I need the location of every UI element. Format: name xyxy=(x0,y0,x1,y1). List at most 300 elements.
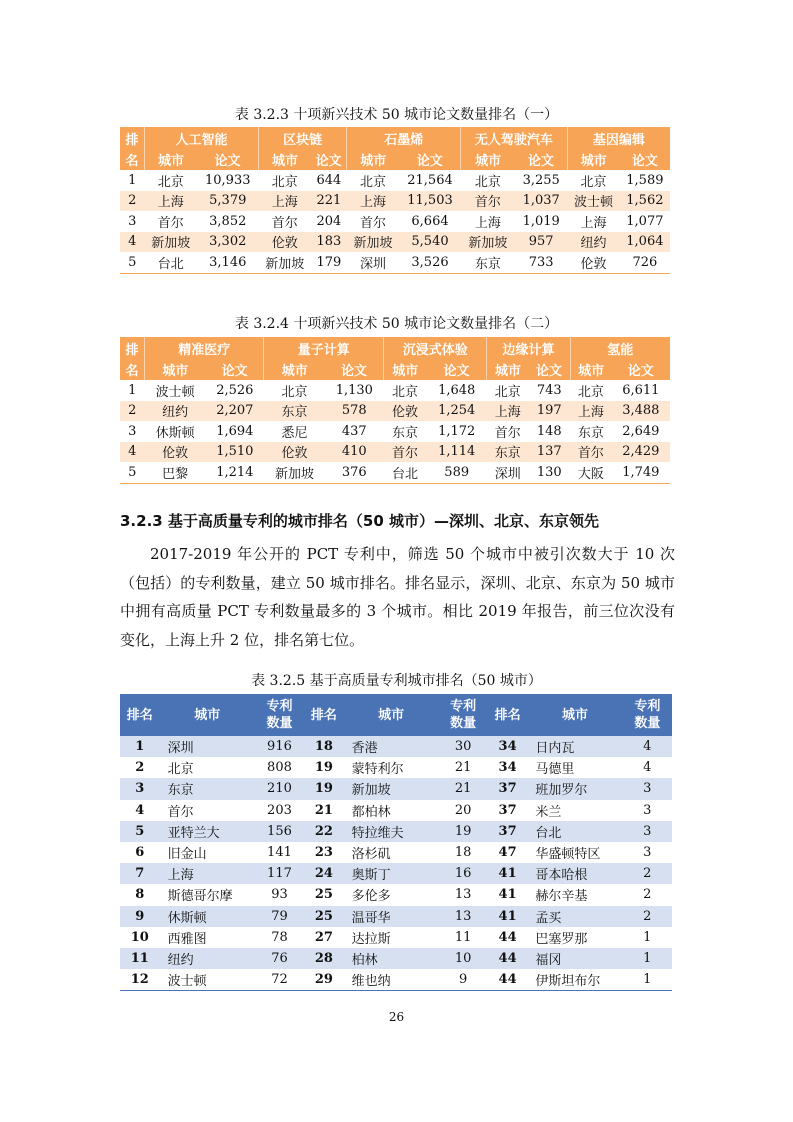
city-cell: 西雅图 xyxy=(167,931,207,947)
city-cell: 休斯顿 xyxy=(155,425,195,441)
patent-count-cell: 30 xyxy=(439,736,488,757)
table-row xyxy=(120,736,672,757)
city-cell: 北京 xyxy=(360,174,387,190)
city-cell: 哥本哈根 xyxy=(527,863,622,884)
patent-count-cell: 4 xyxy=(623,736,672,757)
city-cell: 福冈 xyxy=(527,948,622,969)
city-cell: 柏林 xyxy=(344,948,439,969)
city-cell: 东京 xyxy=(487,442,529,463)
city-cell: 新加坡 xyxy=(344,778,439,799)
rank-cell: 44 xyxy=(488,969,528,991)
city-header: 城市 xyxy=(527,694,622,736)
paper-subheader: 论文 xyxy=(620,149,670,170)
paper-count-cell: 221 xyxy=(311,191,347,212)
paper-count-cell: 1,214 xyxy=(206,462,264,483)
rank-cell: 6 xyxy=(135,845,145,861)
city-subheader: 城市 xyxy=(145,149,198,170)
table1-caption: 表 3.2.3 十项新兴技术 50 城市论文数量排名（一） xyxy=(234,107,559,123)
tech-header: 精准医疗 xyxy=(145,337,264,359)
table-header xyxy=(120,127,670,170)
city-cell: 新加坡 xyxy=(258,252,311,273)
city-cell: 波士顿 xyxy=(160,969,255,991)
paper-count-cell: 6,664 xyxy=(411,213,449,229)
city-cell: 上海 xyxy=(474,215,501,231)
table-row xyxy=(120,211,670,232)
patent-count-cell: 1 xyxy=(643,929,652,945)
patent-count-cell: 21 xyxy=(439,778,488,799)
city-cell: 多伦多 xyxy=(351,889,391,905)
rank-cell: 18 xyxy=(304,736,344,757)
paper-count-cell: 183 xyxy=(311,232,347,253)
patent-count-header xyxy=(255,694,304,736)
patent-count-header xyxy=(623,694,672,736)
table3-patent-city-ranking xyxy=(120,694,672,991)
paper-count-cell: 578 xyxy=(325,401,383,422)
rank-cell: 9 xyxy=(120,906,160,927)
city-cell: 东京 xyxy=(461,252,516,273)
city-cell: 深圳 xyxy=(487,462,529,483)
city-cell: 伦敦 xyxy=(258,232,311,253)
paper-count-cell: 1,254 xyxy=(427,401,487,422)
paper-subheader: 论文 xyxy=(612,359,670,380)
table-row xyxy=(120,380,670,401)
city-cell: 伦敦 xyxy=(383,401,426,422)
patent-count-header-line: 专利 xyxy=(450,699,477,714)
table-row xyxy=(120,442,670,463)
table-body xyxy=(120,380,670,483)
table-row xyxy=(120,462,670,483)
rank-cell: 1 xyxy=(128,382,137,398)
rank-cell: 1 xyxy=(120,736,160,757)
patent-count-cell: 916 xyxy=(255,736,304,757)
paper-count-cell: 1,077 xyxy=(626,213,664,229)
city-cell: 台北 xyxy=(383,462,426,483)
rank-cell: 4 xyxy=(120,442,145,463)
rank-cell: 12 xyxy=(120,969,160,991)
patent-count-cell: 18 xyxy=(454,845,472,861)
rank-header-bottom: 名 xyxy=(120,359,145,380)
table-body xyxy=(120,736,672,991)
rank-cell: 21 xyxy=(314,802,333,818)
city-cell: 特拉维夫 xyxy=(344,821,439,842)
rank-cell: 5 xyxy=(120,252,145,273)
paper-count-cell: 148 xyxy=(536,423,562,439)
paper-count-cell: 137 xyxy=(529,442,571,463)
paper-count-cell: 2,526 xyxy=(216,382,254,398)
paper-count-cell: 1,749 xyxy=(612,462,670,483)
section-heading: 3.2.3 基于高质量专利的城市排名（50 城市）—深圳、北京、东京领先 xyxy=(120,512,600,530)
city-cell: 北京 xyxy=(494,384,521,400)
paper-count-cell: 2,429 xyxy=(612,442,670,463)
city-cell: 纽约 xyxy=(160,948,255,969)
rank-cell: 19 xyxy=(314,760,333,776)
city-header: 城市 xyxy=(160,694,255,736)
city-cell: 达拉斯 xyxy=(351,931,391,947)
paper-count-cell: 1,019 xyxy=(522,213,560,229)
table1-city-paper-ranking xyxy=(120,127,670,274)
rank-cell: 25 xyxy=(304,906,344,927)
table-row xyxy=(120,252,670,273)
city-cell: 旧金山 xyxy=(167,847,207,863)
city-cell: 首尔 xyxy=(494,425,521,441)
header-row-sub xyxy=(120,149,670,170)
rank-header: 排名 xyxy=(120,694,160,736)
paper-count-cell: 3,852 xyxy=(209,213,247,229)
paper-count-cell: 3,526 xyxy=(399,252,460,273)
patent-count-cell: 141 xyxy=(267,845,292,861)
paper-subheader: 论文 xyxy=(197,149,258,170)
city-cell: 上海 xyxy=(570,401,612,422)
section-paragraph xyxy=(120,540,675,654)
city-cell: 波士顿 xyxy=(567,191,620,212)
paper-count-cell: 410 xyxy=(325,442,383,463)
tech-header: 沉浸式体验 xyxy=(383,337,486,359)
city-subheader: 城市 xyxy=(487,359,529,380)
rank-cell: 44 xyxy=(498,929,517,945)
city-cell: 赫尔辛基 xyxy=(535,889,588,905)
city-cell: 上海 xyxy=(258,191,311,212)
paper-count-cell: 179 xyxy=(311,252,347,273)
patent-count-cell: 210 xyxy=(255,778,304,799)
city-cell: 深圳 xyxy=(347,252,400,273)
city-cell: 纽约 xyxy=(145,401,206,422)
city-cell: 首尔 xyxy=(570,442,612,463)
paper-count-cell: 2,649 xyxy=(622,423,660,439)
paper-subheader: 论文 xyxy=(206,359,264,380)
patent-count-cell: 10 xyxy=(439,948,488,969)
city-subheader: 城市 xyxy=(258,149,311,170)
paper-count-cell: 197 xyxy=(529,401,571,422)
city-subheader: 城市 xyxy=(347,149,400,170)
table-row xyxy=(120,191,670,212)
patent-count-cell: 72 xyxy=(255,969,304,991)
rank-cell: 24 xyxy=(304,863,344,884)
city-cell: 班加罗尔 xyxy=(527,778,622,799)
table-row xyxy=(120,421,670,442)
paper-count-cell: 1,064 xyxy=(620,232,670,253)
patent-count-cell: 3 xyxy=(623,821,672,842)
tech-header: 人工智能 xyxy=(145,127,259,149)
patent-count-cell: 13 xyxy=(454,887,472,903)
city-cell: 休斯顿 xyxy=(160,906,255,927)
city-cell: 东京 xyxy=(160,778,255,799)
rank-cell: 2 xyxy=(120,191,145,212)
city-cell: 东京 xyxy=(264,401,325,422)
patent-count-cell: 21 xyxy=(454,760,472,776)
city-cell: 伊斯坦布尔 xyxy=(527,969,622,991)
paper-count-cell: 6,611 xyxy=(622,382,660,398)
city-cell: 上海 xyxy=(160,863,255,884)
city-cell: 上海 xyxy=(580,215,607,231)
table2-city-paper-ranking xyxy=(120,337,670,484)
city-cell: 奥斯丁 xyxy=(344,863,439,884)
paper-count-cell: 2,207 xyxy=(206,401,264,422)
table-row xyxy=(120,800,672,821)
city-cell: 北京 xyxy=(281,384,308,400)
header-row-sub xyxy=(120,359,670,380)
rank-header-bottom: 名 xyxy=(120,149,145,170)
paper-subheader: 论文 xyxy=(515,149,567,170)
tech-header: 区块链 xyxy=(258,127,346,149)
paper-count-cell: 5,540 xyxy=(399,232,460,253)
table-row xyxy=(120,863,672,884)
table-row xyxy=(120,232,670,253)
patent-count-cell: 20 xyxy=(454,802,472,818)
city-cell: 大阪 xyxy=(570,462,612,483)
table3-caption: 表 3.2.5 基于高质量专利城市排名（50 城市） xyxy=(251,673,542,689)
patent-count-cell: 2 xyxy=(643,887,652,903)
paper-subheader: 论文 xyxy=(529,359,571,380)
paper-count-cell: 644 xyxy=(316,172,342,188)
paper-count-cell: 733 xyxy=(515,252,567,273)
city-cell: 首尔 xyxy=(461,191,516,212)
rank-cell: 10 xyxy=(130,929,149,945)
city-cell: 香港 xyxy=(344,736,439,757)
city-cell: 首尔 xyxy=(167,804,194,820)
table-header xyxy=(120,337,670,380)
city-subheader: 城市 xyxy=(145,359,206,380)
paper-count-cell: 11,503 xyxy=(399,191,460,212)
rank-cell: 7 xyxy=(120,863,160,884)
paper-count-cell: 743 xyxy=(536,382,562,398)
city-cell: 日内瓦 xyxy=(527,736,622,757)
rank-cell: 4 xyxy=(135,802,145,818)
patent-count-header-line: 数量 xyxy=(634,716,661,731)
tech-header: 基因编辑 xyxy=(567,127,670,149)
rank-cell: 2 xyxy=(135,760,145,776)
header-row-tech xyxy=(120,337,670,359)
paper-count-cell: 437 xyxy=(341,423,367,439)
city-cell: 新加坡 xyxy=(264,462,325,483)
patent-count-cell: 1 xyxy=(623,948,672,969)
city-cell: 伦敦 xyxy=(145,442,206,463)
city-cell: 纽约 xyxy=(567,232,620,253)
paper-count-cell: 3,255 xyxy=(522,172,560,188)
patent-count-cell: 19 xyxy=(439,821,488,842)
rank-cell: 29 xyxy=(304,969,344,991)
header-row xyxy=(120,694,672,736)
paper-count-cell: 204 xyxy=(316,213,342,229)
city-cell: 华盛顿特区 xyxy=(535,847,601,863)
city-cell: 波士顿 xyxy=(155,384,195,400)
table2-caption: 表 3.2.4 十项新兴技术 50 城市论文数量排名（二） xyxy=(234,316,559,332)
patent-count-cell: 11 xyxy=(454,929,472,945)
patent-count-cell: 1 xyxy=(623,969,672,991)
city-cell: 首尔 xyxy=(157,215,184,231)
rank-cell: 3 xyxy=(128,213,137,229)
paper-count-cell: 1,694 xyxy=(216,423,254,439)
city-cell: 悉尼 xyxy=(281,425,308,441)
city-subheader: 城市 xyxy=(383,359,426,380)
patent-count-cell: 3 xyxy=(623,778,672,799)
paper-count-cell: 1,589 xyxy=(626,172,664,188)
table-row xyxy=(120,948,672,969)
rank-cell: 23 xyxy=(314,845,333,861)
paper-count-cell: 3,488 xyxy=(612,401,670,422)
tech-header: 无人驾驶汽车 xyxy=(461,127,568,149)
city-subheader: 城市 xyxy=(264,359,325,380)
patent-count-header xyxy=(439,694,488,736)
patent-count-cell: 13 xyxy=(439,906,488,927)
rank-cell: 1 xyxy=(128,172,137,188)
paper-count-cell: 3,302 xyxy=(197,232,258,253)
rank-header: 排名 xyxy=(304,694,344,736)
patent-count-cell: 9 xyxy=(439,969,488,991)
tech-header: 氢能 xyxy=(570,337,670,359)
city-cell: 北京 xyxy=(580,174,607,190)
city-header: 城市 xyxy=(344,694,439,736)
patent-count-cell: 4 xyxy=(643,760,652,776)
rank-cell: 37 xyxy=(488,821,528,842)
table-row xyxy=(120,927,672,948)
rank-cell: 11 xyxy=(120,948,160,969)
rank-cell: 34 xyxy=(498,760,517,776)
table-row xyxy=(120,884,672,905)
rank-cell: 47 xyxy=(498,845,517,861)
table-row xyxy=(120,842,672,863)
patent-count-cell: 808 xyxy=(267,760,292,776)
tech-header: 量子计算 xyxy=(264,337,383,359)
patent-count-cell: 3 xyxy=(643,845,652,861)
rank-header-top: 排 xyxy=(120,337,145,359)
city-cell: 新加坡 xyxy=(347,232,400,253)
city-subheader: 城市 xyxy=(461,149,516,170)
page-number: 26 xyxy=(388,1010,405,1024)
city-cell: 亚特兰大 xyxy=(160,821,255,842)
rank-cell: 2 xyxy=(120,401,145,422)
paper-count-cell: 10,933 xyxy=(205,172,251,188)
rank-cell: 41 xyxy=(488,863,528,884)
table-row xyxy=(120,906,672,927)
rank-cell: 25 xyxy=(314,887,333,903)
patent-count-cell: 16 xyxy=(439,863,488,884)
paper-count-cell: 1,037 xyxy=(515,191,567,212)
paper-count-cell: 130 xyxy=(529,462,571,483)
patent-count-cell: 2 xyxy=(623,863,672,884)
paper-count-cell: 1,130 xyxy=(335,382,373,398)
tech-header: 石墨烯 xyxy=(347,127,461,149)
table-row xyxy=(120,170,670,191)
paper-subheader: 论文 xyxy=(311,149,347,170)
city-cell: 深圳 xyxy=(160,736,255,757)
paper-count-cell: 376 xyxy=(325,462,383,483)
table-row xyxy=(120,401,670,422)
rank-cell: 4 xyxy=(120,232,145,253)
city-cell: 东京 xyxy=(577,425,604,441)
patent-count-header-line: 专利 xyxy=(266,699,293,714)
city-subheader: 城市 xyxy=(567,149,620,170)
rank-cell: 3 xyxy=(128,423,137,439)
rank-cell: 37 xyxy=(488,778,528,799)
patent-count-cell: 3 xyxy=(643,802,652,818)
table-row xyxy=(120,757,672,778)
rank-cell: 41 xyxy=(488,906,528,927)
city-cell: 都柏林 xyxy=(351,804,391,820)
rank-header-top: 排 xyxy=(120,127,145,149)
table-row xyxy=(120,969,672,991)
paper-count-cell: 589 xyxy=(427,462,487,483)
city-cell: 上海 xyxy=(347,191,400,212)
city-cell: 蒙特利尔 xyxy=(351,762,404,778)
paper-count-cell: 957 xyxy=(515,232,567,253)
paper-count-cell: 1,114 xyxy=(427,442,487,463)
paper-count-cell: 726 xyxy=(620,252,670,273)
patent-count-cell: 156 xyxy=(255,821,304,842)
city-cell: 伦敦 xyxy=(264,442,325,463)
paper-subheader: 论文 xyxy=(427,359,487,380)
rank-cell: 22 xyxy=(304,821,344,842)
city-cell: 首尔 xyxy=(360,215,387,231)
patent-count-cell: 93 xyxy=(271,887,288,903)
patent-count-header-line: 数量 xyxy=(450,716,477,731)
city-cell: 北京 xyxy=(271,174,298,190)
city-cell: 马德里 xyxy=(535,762,575,778)
table-row xyxy=(120,821,672,842)
table-row xyxy=(120,778,672,799)
header-row-tech xyxy=(120,127,670,149)
rank-cell: 3 xyxy=(120,778,160,799)
paper-count-cell: 21,564 xyxy=(407,172,453,188)
city-cell: 新加坡 xyxy=(145,232,198,253)
city-cell: 斯德哥尔摩 xyxy=(167,889,233,905)
rank-cell: 44 xyxy=(488,948,528,969)
paper-count-cell: 1,562 xyxy=(620,191,670,212)
city-cell: 洛杉矶 xyxy=(351,847,391,863)
patent-count-cell: 2 xyxy=(623,906,672,927)
rank-cell: 5 xyxy=(120,821,160,842)
paper-subheader: 论文 xyxy=(399,149,460,170)
city-cell: 北京 xyxy=(577,384,604,400)
city-cell: 米兰 xyxy=(535,804,562,820)
rank-cell: 37 xyxy=(498,802,517,818)
city-cell: 上海 xyxy=(487,401,529,422)
rank-cell: 5 xyxy=(120,462,145,483)
city-cell: 新加坡 xyxy=(461,232,516,253)
patent-count-cell: 117 xyxy=(255,863,304,884)
rank-cell: 41 xyxy=(498,887,517,903)
city-cell: 北京 xyxy=(157,174,184,190)
city-cell: 台北 xyxy=(527,821,622,842)
paper-count-cell: 1,172 xyxy=(438,423,476,439)
city-cell: 首尔 xyxy=(271,215,298,231)
city-cell: 维也纳 xyxy=(344,969,439,991)
city-cell: 北京 xyxy=(474,174,501,190)
city-cell: 巴黎 xyxy=(145,462,206,483)
table-body xyxy=(120,170,670,273)
city-cell: 上海 xyxy=(145,191,198,212)
city-cell: 东京 xyxy=(391,425,418,441)
city-cell: 孟买 xyxy=(527,906,622,927)
paper-count-cell: 3,146 xyxy=(197,252,258,273)
paper-count-cell: 1,510 xyxy=(206,442,264,463)
city-cell: 北京 xyxy=(391,384,418,400)
rank-cell: 8 xyxy=(135,887,145,903)
city-cell: 巴塞罗那 xyxy=(535,931,588,947)
patent-count-cell: 78 xyxy=(271,929,288,945)
paragraph-text: 2017-2019 年公开的 PCT 专利中，筛选 50 个城市中被引次数大于 10 次（包括）的专利数量，建立 50 城市排名。排名显示，深圳、北京、东京为 50 城市中拥有高质量 PCT 专利数量最多的 3 个城市。相比 2019 年报告，前三位次没有变化，上海上升 2 位，排名第七位。 xyxy=(120,545,675,649)
paper-count-cell: 1,648 xyxy=(438,382,476,398)
table-header xyxy=(120,694,672,736)
patent-count-cell: 76 xyxy=(255,948,304,969)
paper-subheader: 论文 xyxy=(325,359,383,380)
rank-cell: 28 xyxy=(304,948,344,969)
patent-count-cell: 203 xyxy=(267,802,292,818)
rank-cell: 19 xyxy=(304,778,344,799)
rank-header: 排名 xyxy=(488,694,528,736)
patent-count-header-line: 数量 xyxy=(266,716,293,731)
city-cell: 首尔 xyxy=(383,442,426,463)
patent-count-header-line: 专利 xyxy=(634,699,661,714)
